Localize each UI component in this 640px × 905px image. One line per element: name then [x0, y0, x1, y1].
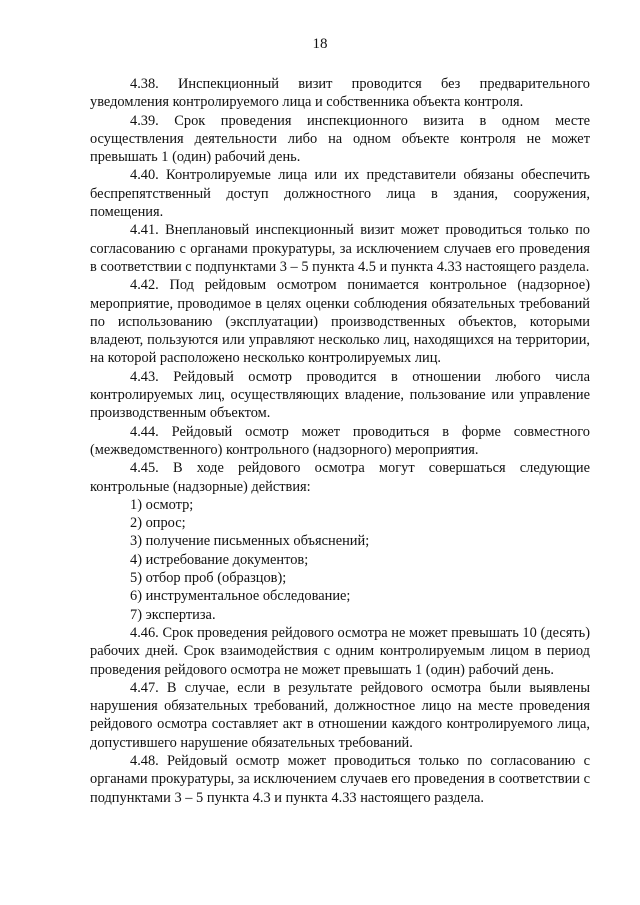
- list-item: 6) инструментальное обследование;: [130, 588, 351, 605]
- list-item: 1) осмотр;: [130, 496, 194, 513]
- list-item: 5) отбор проб (образцов);: [130, 570, 287, 587]
- list-item: 4) истребование документов;: [130, 551, 309, 568]
- paragraph-4-44: 4.44. Рейдовый осмотр может проводиться в форме совместного (межведомственного) контрольного (надзорного) мероприятия.: [90, 423, 590, 458]
- list-item: 2) опрос;: [130, 515, 186, 532]
- paragraph-4-48: 4.48. Рейдовый осмотр может проводиться только по согласованию с органами прокуратуры, за исключением случаев его проведения в соответствии с подпунктами 3 – 5 пункта 4.3 и пункта 4.33 настоящего раздела.: [90, 752, 590, 806]
- paragraph-4-43: 4.43. Рейдовый осмотр проводится в отношении любого числа контролируемых лиц, осуществляющих владение, пользование или управление производственным объектом.: [90, 368, 590, 422]
- paragraph-4-47: 4.47. В случае, если в результате рейдового осмотра были выявлены нарушения обязательных требований, должностное лицо на месте проведения рейдового осмотра составляет акт в отношении каждого контролируемого лица, допустившего нарушение обязательных требований.: [90, 679, 590, 751]
- paragraph-4-41: 4.41. Внеплановый инспекционный визит может проводиться только по согласованию с органами прокуратуры, за исключением случаев его проведения в соответствии с подпунктами 3 – 5 пункта 4.5 и пункта 4.33 настоящего раздела.: [90, 222, 590, 275]
- paragraph-4-42: 4.42. Под рейдовым осмотром понимается контрольное (надзорное) мероприятие, проводимое в целях оценки соблюдения обязательных требований по использованию (эксплуатации) производственных объектов, которыми владеют, пользуются или управляют несколько лиц, находящихся на территории, на которой расположено несколько контролируемых лиц.: [90, 277, 590, 367]
- paragraph-4-39: 4.39. Срок проведения инспекционного визита в одном месте осуществления деятельности либо на одном объекте контроля не может превышать 1 (один) рабочий день.: [90, 112, 590, 166]
- page-number: 18: [312, 36, 328, 52]
- paragraph-4-45: 4.45. В ходе рейдового осмотра могут совершаться следующие контрольные (надзорные) действия:: [90, 460, 590, 495]
- list-item: 7) экспертиза.: [130, 606, 216, 623]
- paragraph-4-40: 4.40. Контролируемые лица или их представители обязаны обеспечить беспрепятственный доступ должностного лица в здания, сооружения, помещения.: [90, 167, 590, 221]
- actions-list: [90, 496, 590, 624]
- paragraph-4-46: 4.46. Срок проведения рейдового осмотра не может превышать 10 (десять) рабочих дней. Срок взаимодействия с одним контролируемым лицом в период проведения рейдового осмотра не может превышать 1 (один) рабочий день.: [90, 624, 590, 678]
- paragraph-4-38: 4.38. Инспекционный визит проводится без предварительного уведомления контролируемого лица и собственника объекта контроля.: [90, 76, 590, 111]
- list-item: 3) получение письменных объяснений;: [130, 533, 370, 550]
- document-body: [90, 75, 590, 807]
